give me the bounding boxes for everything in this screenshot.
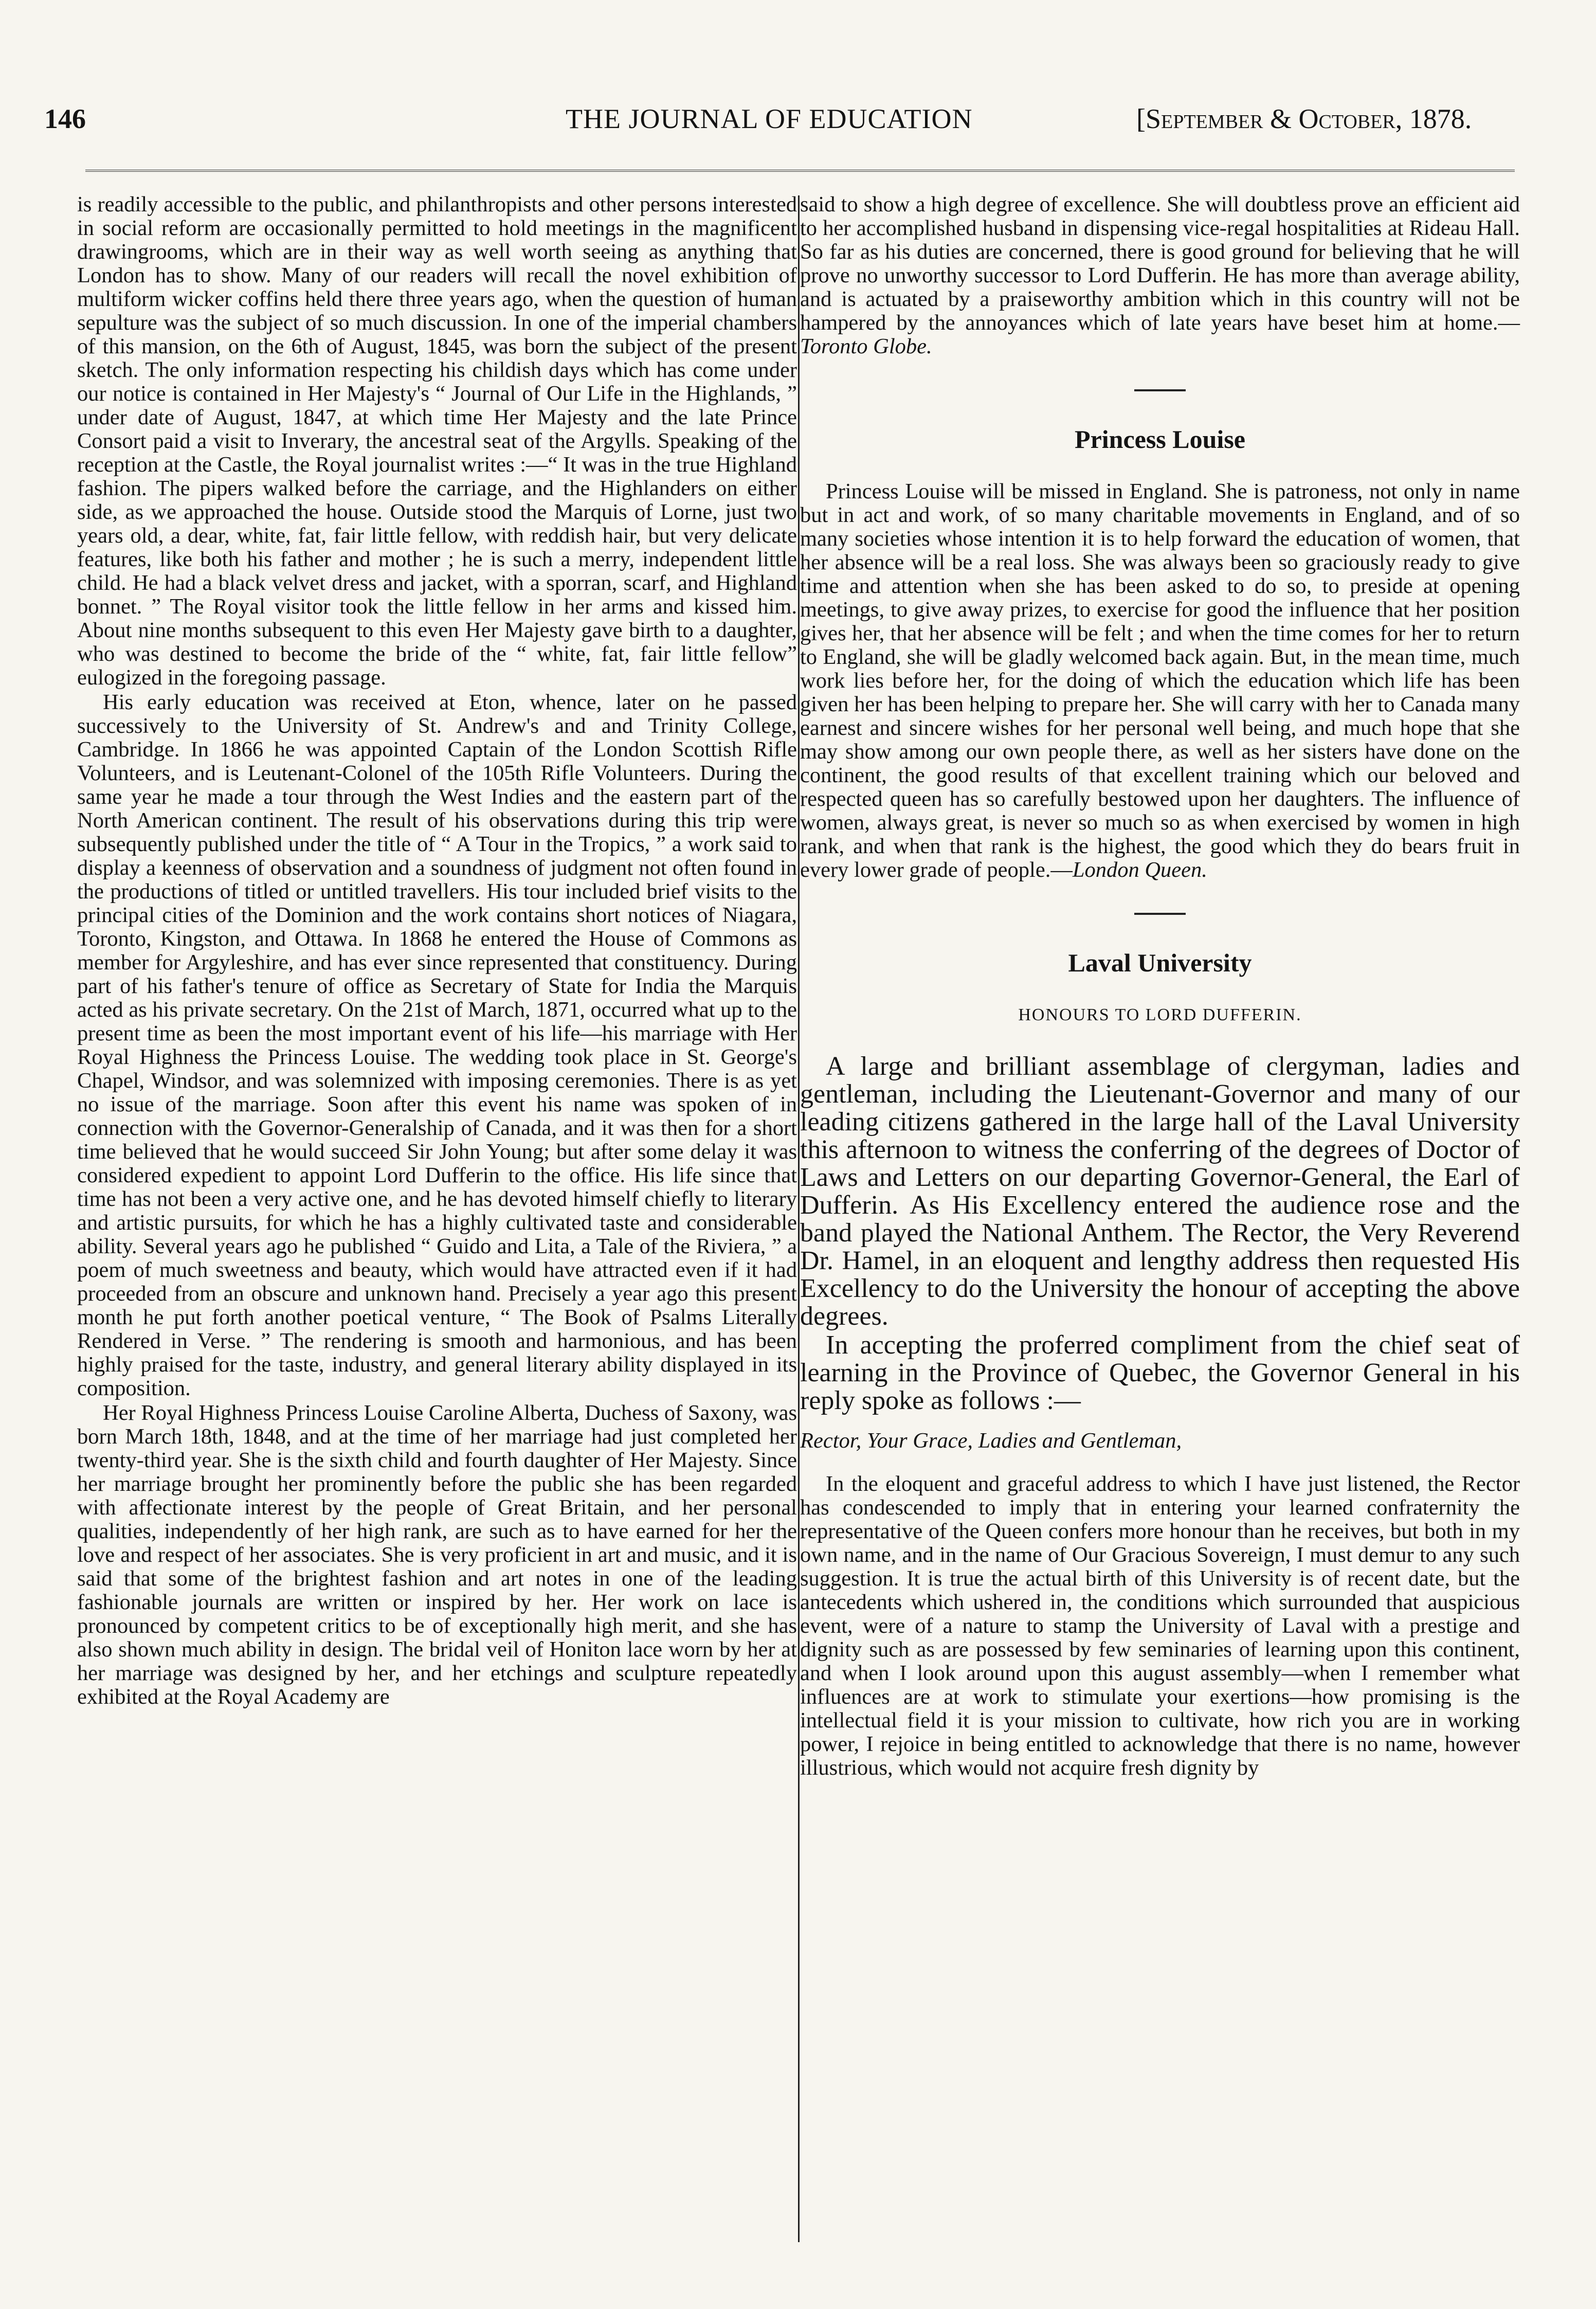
- left-paragraph: His early education was received at Eton, whence, later on he passed successively to the University of St. Andrew's and and Trinity College, Cambridge. In 1866 he was appointed Captain of the London Scottish Rifle Volunteers, and is Leutenant-Colonel of the 105th Rifle Volunteers. During the same year he made a tour through the West Indies and the eastern part of the North American continent. The result of his observations during this trip were subsequently published under the title of “ A Tour in the Tropics, ” a work said to display a keenness of observation and a soundness of judgment not often found in the productions of titled or untitled travellers. His tour included brief visits to the principal cities of the Dominion and the work contains short notices of Niagara, Toronto, Kingston, and Ottawa. In 1868 he entered the House of Commons as member for Argyleshire, and has ever since represented that constituency. During part of his father's tenure of office as Secretary of State for India the Marquis acted as his private secretary. On the 21st of March, 1871, occurred what up to the present time as been the most important event of his life—his marriage with Her Royal Highness the Princess Louise. The wedding took place in St. George's Chapel, Windsor, and was solemnized with imposing ceremonies. There is as yet no issue of the marriage. Soon after this event his name was spoken of in connection with the Governor-Generalship of Canada, and it was then for a short time believed that he would succeed Sir John Young; but after some delay it was considered expedient to appoint Lord Dufferin to the office. His life since that time has not been a very active one, and he has devoted himself chiefly to literary and artistic pursuits, for which he has a highly cultivated taste and considerable ability. Several years ago he published “ Guido and Lita, a Tale of the Riviera, ” a poem of much sweetness and beauty, which would have attracted even if it had proceeded from an obscure and unknown hand. Precisely a year ago this present month he put forth another poetical venture, “ The Book of Psalms Literally Rendered in Verse. ” The rendering is smooth and harmonious, and has been highly praised for the taste, industry, and general literary ability displayed in its composition.: [77, 690, 797, 1400]
- section-heading-princess-louise: Princess Louise: [1075, 425, 1245, 454]
- speech-paragraph: In the eloquent and graceful address to which I have just listened, the Rector has condescended to imply that in entering your learned confraternity the representative of the Queen confers more honour than he receives, but both in my own name, and in the name of Our Gracious Sovereign, I must demur to any such suggestion. It is true the actual birth of this University is of recent date, but the antecedents which ushered in, the conditions which surrounded that auspicious event, were of a nature to stamp the University of Laval with a prestige and dignity such as are possessed by few seminaries of learning upon this continent, and when I look around upon this august assembly—when I remember what influences are at work to stimulate your exertions—how promising is the intellectual field it is your mission to cultivate, how rich you are in working power, I rejoice in being entitled to acknowledge that there is no name, however illustrious, which would not acquire fresh dignity by: [800, 1472, 1520, 1780]
- continuation-text: said to show a high degree of excellence. She will doubtless prove an efficient aid to her accomplished husband in dispensing vice-regal hospitalities at Rideau Hall. So far as his duties are concerned, there is good ground for believing that he will prove no unworthy successor to Lord Dufferin. He has more than average ability, and is actuated by a praiseworthy ambition which in this country will not be hampered by the annoyances which of late years have beset him at home.—: [800, 192, 1520, 335]
- left-column: [77, 193, 797, 1709]
- princess-louise-paragraph: [800, 480, 1520, 882]
- continuation-paragraph: [800, 193, 1520, 358]
- header-rule: [85, 170, 1515, 172]
- issue-date: [September & October, 1878.: [1136, 103, 1472, 134]
- column-divider: [798, 195, 800, 2242]
- section-divider: [1134, 389, 1186, 391]
- page-header: [0, 103, 1596, 144]
- section-heading-laval-university: Laval University: [1068, 948, 1252, 977]
- section-divider: [1134, 913, 1186, 915]
- source-credit: Toronto Globe.: [800, 334, 932, 358]
- princess-louise-text: Princess Louise will be missed in England. She is patroness, not only in name but in act and work, of so many charitable movements in England, and of so many societies whose intention it is to help forward the education of women, that her absence will be a real loss. She was always been so graciously ready to give time and attention when she has been asked to do so, to preside at opening meetings, to give away prizes, to exercise for good the influence that her position gives her, that her absence will be felt ; and when the time comes for her to return to England, she will be gladly welcomed back again. But, in the mean time, much work lies before her, for the doing of which the education which life has been given her has been helping to prepare her. She will carry with her to Canada many earnest and sincere wishes for her personal well being, and much hope that she may show among our own people there, as well as her sisters have done on the continent, the good results of that excellent training which our beloved and respected queen has so carefully bestowed upon her daughters. The influence of women, always great, is never so much so as when exercised by women in high rank, and when that rank is the highest, the good which they do bears fruit in every lower grade of people.—: [800, 479, 1520, 882]
- journal-title: THE JOURNAL OF EDUCATION: [566, 103, 973, 134]
- left-paragraph: is readily accessible to the public, and philanthropists and other persons interested in social reform are occasionally permitted to hold meetings in the magnificent drawingrooms, which are in their way as well worth seeing as anything that London has to show. Many of our readers will recall the novel exhibition of multiform wicker coffins held there three years ago, when the question of human sepulture was the subject of so much discussion. In one of the imperial chambers of this mansion, on the 6th of August, 1845, was born the subject of the present sketch. The only information respecting his childish days which has come under our notice is contained in Her Majesty's “ Journal of Our Life in the Highlands, ” under date of August, 1847, at which time Her Majesty and the late Prince Consort paid a visit to Inverary, the ancestral seat of the Argylls. Speaking of the reception at the Castle, the Royal journalist writes :—“ It was in the true Highland fashion. The pipers walked before the carriage, and the Highlanders on either side, as we approached the house. Outside stood the Marquis of Lorne, just two years old, a dear, white, fat, fair little fellow, with reddish hair, but very delicate features, like both his father and mother ; he is such a merry, independent little child. He had a black velvet dress and jacket, with a sporran, scarf, and Highland bonnet. ” The Royal visitor took the little fellow in her arms and kissed him. About nine months subsequent to this even Her Majesty gave birth to a daughter, who was destined to become the bride of the “ white, fat, fair little fellow” eulogized in the foregoing passage.: [77, 192, 797, 690]
- speech-salutation: Rector, Your Grace, Ladies and Gentleman,: [800, 1429, 1182, 1453]
- page-number: 146: [44, 103, 86, 134]
- laval-lead-paragraph: In accepting the proferred compliment from the chief seat of learning in the Province of Quebec, the Governor General in his reply spoke as follows :—: [800, 1330, 1520, 1415]
- source-credit: London Queen.: [1072, 858, 1207, 882]
- left-paragraph: Her Royal Highness Princess Louise Caroline Alberta, Duchess of Saxony, was born March 18th, 1848, and at the time of her marriage had just completed her twenty-third year. She is the sixth child and fourth daughter of Her Majesty. Since her marriage brought her prominently before the public she has been regarded with affectionate interest by the people of Great Britain, and her personal qualities, independently of her high rank, are such as to have earned for her the love and respect of her associates. She is very proficient in art and music, and it is said that some of the brightest fashion and art notes in one of the leading fashionable journals are written or inspired by her. Her work on lace is pronounced by competent critics to be of exceptionally high merit, and she has also shown much ability in design. The bridal veil of Honiton lace worn by her at her marriage was designed by her, and her etchings and sculpture repeatedly exhibited at the Royal Academy are: [77, 1401, 797, 1709]
- section-subheading: HONOURS TO LORD DUFFERIN.: [1018, 1005, 1302, 1024]
- laval-lead-paragraph: A large and brilliant assemblage of clergyman, ladies and gentleman, including the Lieutenant-Governor and many of our leading citizens gathered in the large hall of the Laval University this afternoon to witness the conferring of the degrees of Doctor of Laws and Letters on our departing Governor-General, the Earl of Dufferin. As His Excellency entered the audience rose and the band played the National Anthem. The Rector, the Very Reverend Dr. Hamel, in an eloquent and lengthy address then requested His Excellency to do the University the honour of accepting the above degrees.: [800, 1052, 1520, 1331]
- right-column: [800, 193, 1520, 1780]
